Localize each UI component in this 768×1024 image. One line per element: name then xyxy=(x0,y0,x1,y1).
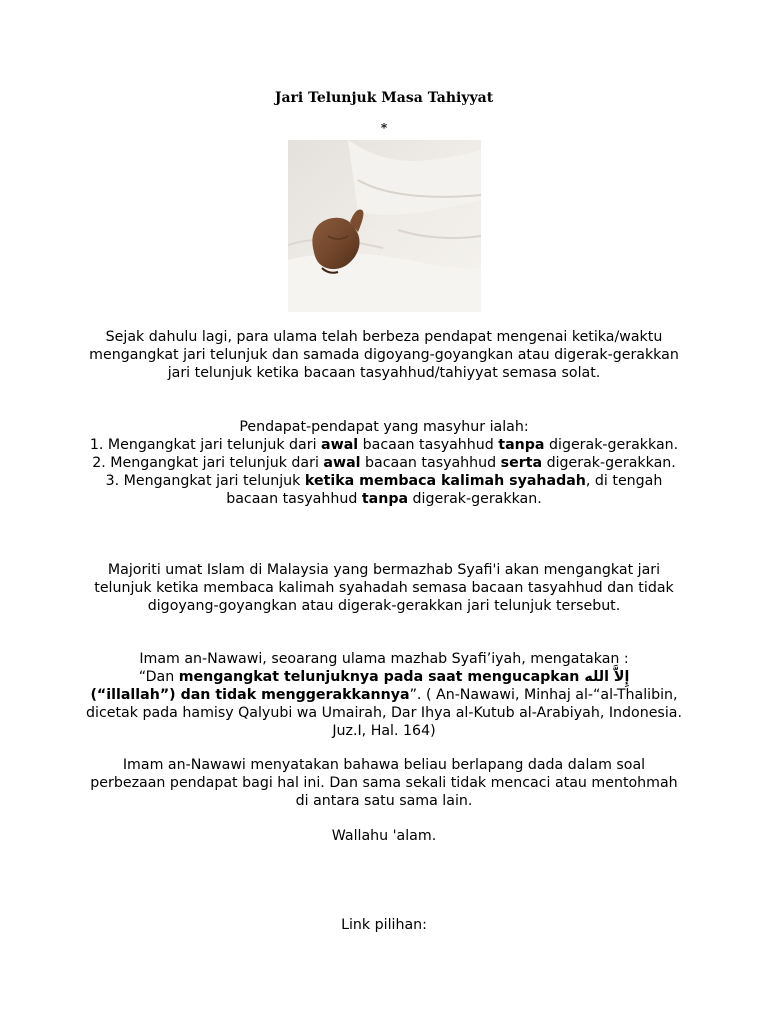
majority-practice-paragraph: Majoriti umat Islam di Malaysia yang bermazhab Syafi'i akan mengangkat jari telunjuk ketika membaca kalimah syahadah semasa bacaan tasyahhud dan tidak digoyang-goyangkan atau digerak-gerakkan jari telunjuk tersebut. xyxy=(94,562,674,614)
nawawi-quote-paragraph xyxy=(86,650,682,740)
links-heading: Link pilihan: xyxy=(341,917,427,933)
opinion-item-1: 1. Mengangkat jari telunjuk dari awal bacaan tasyahhud tanpa digerak-gerakkan. xyxy=(89,437,679,453)
document-title: Jari Telunjuk Masa Tahiyyat xyxy=(274,90,494,106)
opinions-intro: Pendapat-pendapat yang masyhur ialah: xyxy=(239,419,529,435)
closing-line: Wallahu 'alam. xyxy=(331,828,437,844)
intro-paragraph: Sejak dahulu lagi, para ulama telah berbeza pendapat mengenai ketika/waktu mengangkat jari telunjuk dan samada digoyang-goyangkan atau digerak-gerakkan jari telunjuk ketika bacaan tasyahhud/tahiyyat semasa solat. xyxy=(89,329,679,381)
hand-illustration xyxy=(288,140,481,312)
arabic-text: إِلاَّ الله xyxy=(584,669,630,685)
tahiyyat-hand-photo xyxy=(288,140,481,312)
title-separator: * xyxy=(380,121,388,135)
nawawi-quote: “Dan mengangkat telunjuknya pada saat mengucapkan إِلاَّ الله (“illallah”) dan tidak menggerakkannya”. ( An-Nawawi, Minhaj al-“al-Thalibin, dicetak pada hamisy Qalyubi wa Umairah, Dar Ihya al-Kutub al-Arabiyah, Indonesia. Juz.I, Hal. 164) xyxy=(86,669,682,739)
nawawi-intro: Imam an-Nawawi, seoarang ulama mazhab Syafi’iyah, mengatakan : xyxy=(139,651,629,667)
opinions-section xyxy=(86,418,682,508)
opinion-item-2: 2. Mengangkat jari telunjuk dari awal bacaan tasyahhud serta digerak-gerakkan. xyxy=(92,455,676,471)
tolerance-paragraph: Imam an-Nawawi menyatakan bahawa beliau berlapang dada dalam soal perbezaan pendapat bagi hal ini. Dan sama sekali tidak mencaci atau mentohmah di antara satu sama lain. xyxy=(90,757,678,809)
opinion-item-3: 3. Mengangkat jari telunjuk ketika membaca kalimah syahadah, di tengah bacaan tasyahhud tanpa digerak-gerakkan. xyxy=(105,473,663,507)
